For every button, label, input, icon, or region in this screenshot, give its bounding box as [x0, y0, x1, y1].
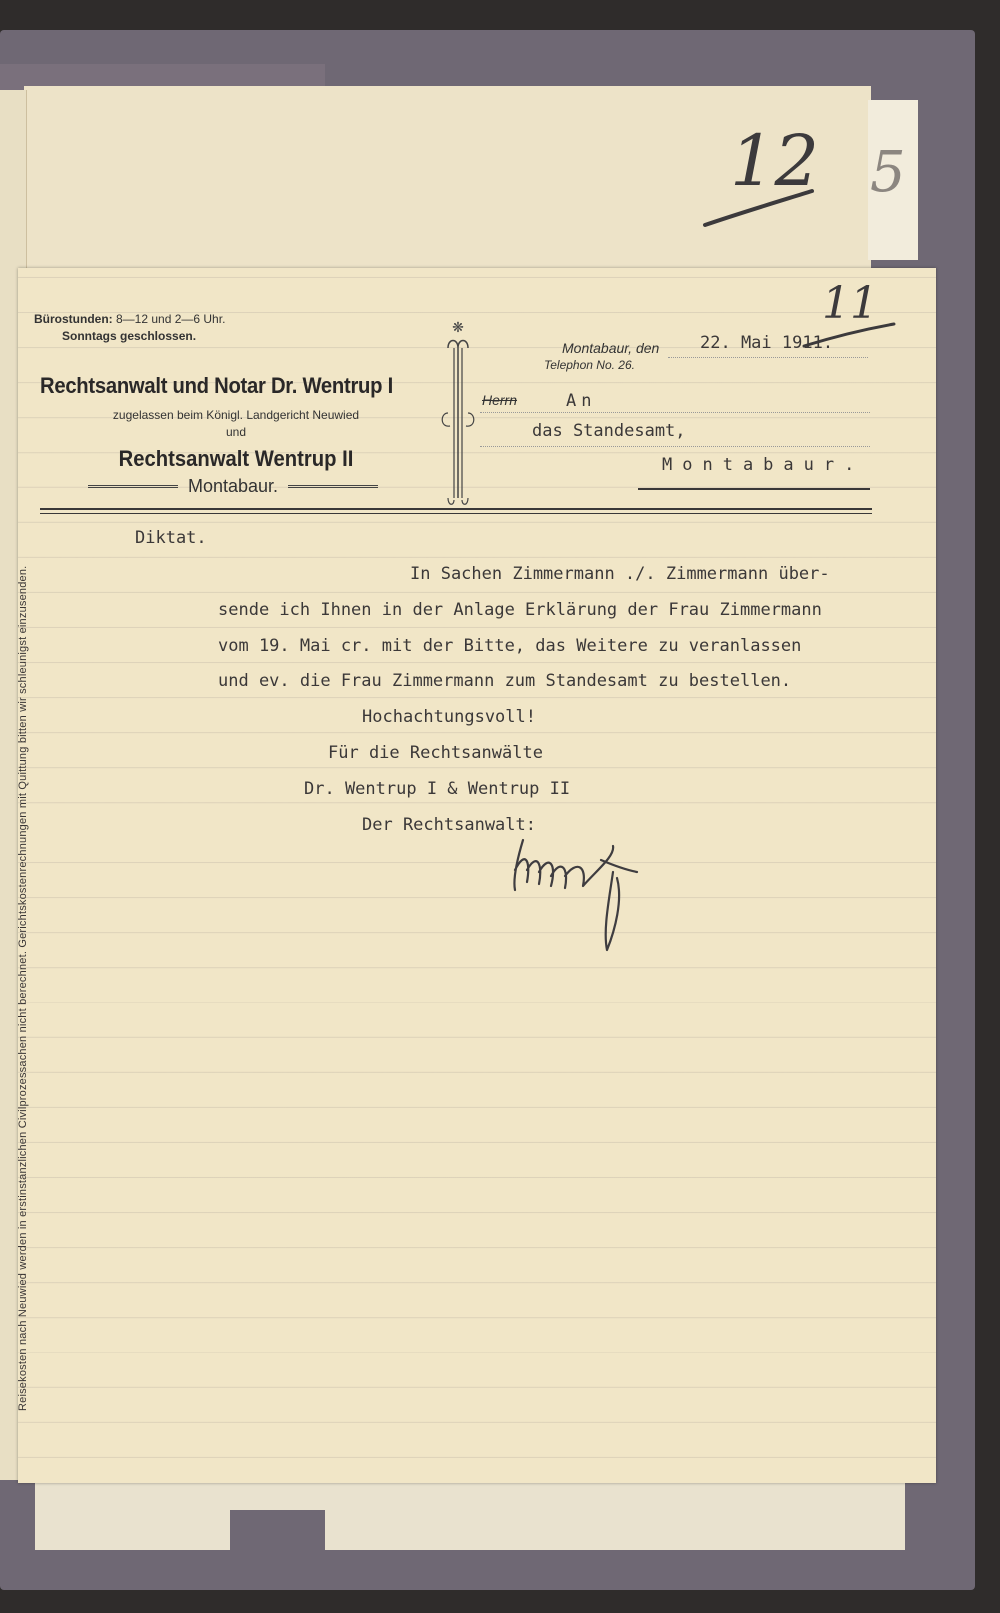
city-name: Montabaur. — [187, 476, 279, 496]
herrn-struck: Herrn — [482, 392, 518, 408]
place-den: Montabaur, den — [562, 340, 660, 356]
city-rule-right — [288, 485, 378, 488]
office-hours-value: 8—12 und 2—6 Uhr. — [116, 312, 226, 326]
address-dotline-2 — [480, 446, 870, 447]
address-rule — [638, 488, 870, 490]
side-notice: Reisekosten nach Neuwied werden in erstinstanzlichen Civilprozessachen nicht berechnet. Gerichtskostenrechnungen mit Quittung bitten wir schleunigst einzusenden. — [17, 565, 29, 1411]
city-rule-left — [88, 485, 178, 488]
admitted-court: zugelassen beim Königl. Landgericht Neuwied — [112, 408, 360, 422]
city-line — [88, 476, 378, 497]
body-line-2: sende ich Ihnen in der Anlage Erklärung der Frau Zimmermann — [218, 600, 822, 620]
folio-fragment: 5 — [870, 140, 906, 205]
handwritten-signature — [505, 830, 665, 960]
folio-underline — [700, 185, 820, 235]
header-divider-thin — [40, 513, 872, 514]
signatory-label: Der Rechtsanwalt: — [362, 815, 536, 835]
office-hours-label: Bürostunden: — [34, 312, 113, 326]
address-dotline-1 — [480, 412, 870, 413]
bottom-sheet — [35, 1480, 905, 1550]
folio-number-11: 11 — [822, 278, 878, 329]
for-line: Für die Rechtsanwälte — [328, 743, 543, 763]
firm-line-2: Rechtsanwalt Wentrup II — [118, 446, 354, 471]
telephone: Telephon No. 26. — [544, 358, 635, 372]
date-dotline — [668, 357, 868, 358]
address-line-2: das Standesamt, — [532, 421, 686, 441]
folio-number-12: 12 — [730, 120, 820, 202]
body-line-3: vom 19. Mai cr. mit der Bitte, das Weitere zu veranlassen — [218, 636, 802, 656]
firm-line-1: Rechtsanwalt und Notar Dr. Wentrup I — [40, 373, 393, 398]
und-text: und — [225, 425, 247, 439]
sunday-closed: Sonntags geschlossen. — [62, 329, 197, 343]
body-line-4: und ev. die Frau Zimmermann zum Standesamt zu bestellen. — [218, 671, 792, 691]
svg-text:❋: ❋ — [452, 320, 464, 336]
diktat: Diktat. — [135, 528, 207, 548]
header-divider — [40, 508, 872, 510]
office-hours — [34, 312, 225, 326]
ornament-column-icon — [438, 318, 478, 508]
folder-tab — [230, 1510, 325, 1550]
lawyer-names: Dr. Wentrup I & Wentrup II — [304, 779, 571, 799]
back-sheet-edge — [868, 100, 918, 260]
letter-date: 22. Mai 1911. — [700, 333, 834, 353]
closing: Hochachtungsvoll! — [362, 707, 536, 727]
address-line-3: Montabaur. — [662, 455, 865, 475]
address-line-1: An — [566, 391, 597, 411]
body-line-1: In Sachen Zimmermann ./. Zimmermann über- — [410, 564, 830, 584]
